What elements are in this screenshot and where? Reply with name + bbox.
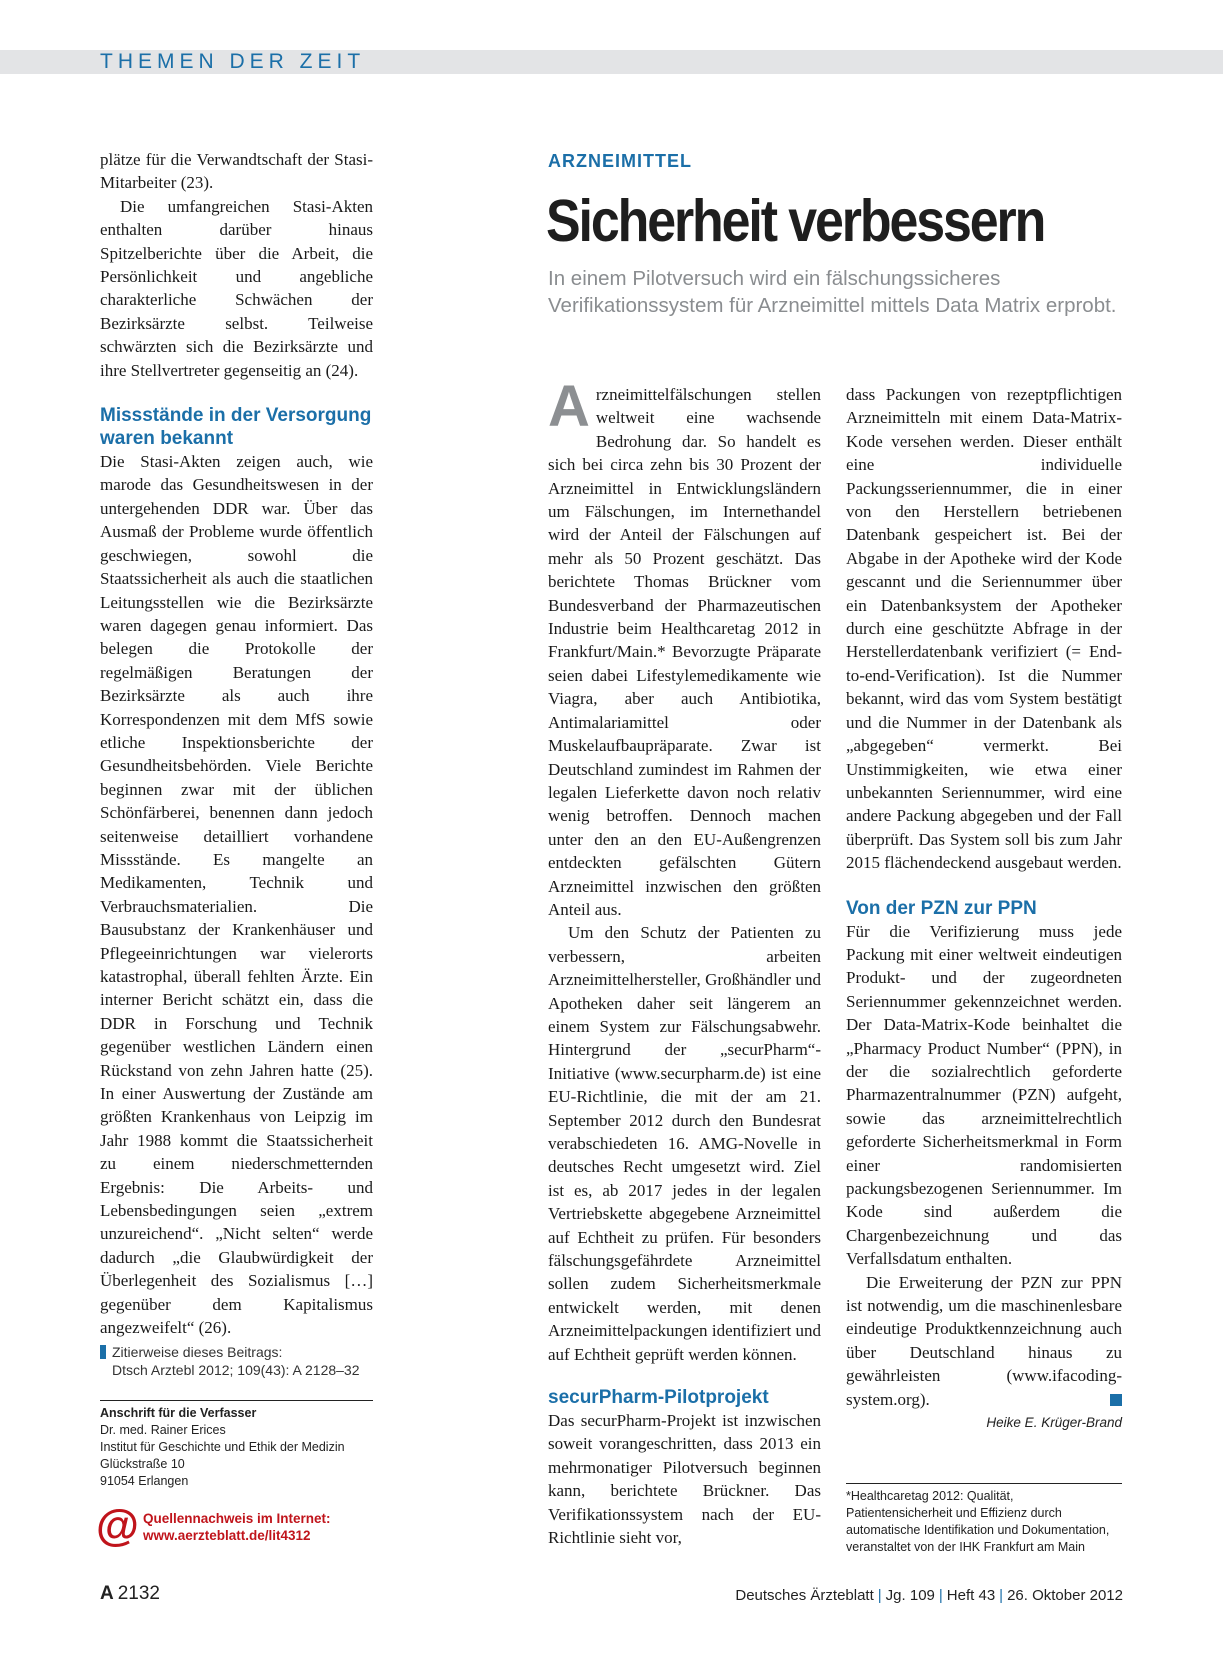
article-author: Heike E. Krüger-Brand — [986, 1415, 1122, 1431]
online-reference-link[interactable]: www.aerzteblatt.de/lit4312 — [143, 1528, 311, 1543]
footer-issue: Heft 43 — [946, 1587, 996, 1604]
article-headline: Sicherheit verbessern — [546, 188, 1045, 254]
end-mark-icon — [1110, 1394, 1122, 1406]
article-footnote: *Healthcaretag 2012: Qualität, Patientensicherheit und Effizienz durch automatische Identifikation und Dokumentation, veranstaltet von der IHK Frankfurt am Main — [846, 1483, 1122, 1556]
article-paragraph-1 — [548, 374, 821, 921]
right-column — [846, 383, 1122, 1430]
citation-block — [100, 1343, 373, 1379]
footer-separator: | — [938, 1587, 943, 1604]
address-line: 91054 Erlangen — [100, 1474, 189, 1488]
article-lead: In einem Pilotversuch wird ein fälschungssicheres Verifikationssystem für Arzneimittel mittels Data Matrix erprobt. — [548, 267, 1117, 317]
left-paragraph-1: plätze für die Verwandtschaft der Stasi-Mitarbeiter (23). — [100, 150, 373, 193]
citation-reference: Dtsch Arztebl 2012; 109(43): A 2128–32 — [112, 1362, 360, 1378]
citation-label: Zitierweise dieses Beitrags: — [112, 1344, 283, 1360]
left-subheading: Missstände in der Versorgung waren bekannt — [100, 405, 372, 450]
article-paragraph-5: Für die Verifizierung muss jede Packung mit einer weltweit eindeutigen Produkt- und der zugeordneten Seriennummer gekennzeichnet werden. Der Data-Matrix-Kode beinhaltet die „Pharmacy Product Number“ (PPN), in der die sozialrechtlich geforderte Pharmazentralnummer (PZN) aufgeht, sowie das arzneimittelrechtlich geforderte Sicherheitsmerkmal in Form einer randomisierten packungsbezogenen Seriennummer. Im Kode sind außerdem die Chargenbezeichnung und das Verfallsdatum enthalten. — [846, 921, 1122, 1269]
article-paragraph-4: dass Packungen von rezeptpflichtigen Arzneimitteln mit einem Data-Matrix-Kode versehen werden. Dieser enthält eine individuelle Packungsseriennummer, die in einer von den Herstellern betriebenen Datenbank gespeichert ist. Bei der Abgabe in der Apotheke wird der Kode gescannt und die Seriennummer über ein Datenbanksystem der Apotheker durch eine geschützte Abfrage in der Herstellerdatenbank verifiziert (= End-to-end-Verification). Ist die Nummer bekannt, wird das vom System bestätigt und die Nummer in der Datenbank als „abgegeben“ vermerkt. Bei Unstimmigkeiten, wie etwa einer unbekannten Seriennummer, wird eine andere Packung abgegeben und der Fall überprüft. Das System soll bis zum Jahr 2015 flächendeckend ausgebaut werden. — [846, 385, 1122, 873]
footer-date: 26. Oktober 2012 — [1007, 1587, 1123, 1604]
page-number — [100, 1583, 160, 1605]
left-column — [100, 148, 373, 1340]
article-paragraph-6 — [846, 1271, 1122, 1411]
article-paragraph-2: Um den Schutz der Patienten zu verbessern, arbeiten Arzneimittelhersteller, Großhändler und Apotheken daher seit längerem an einem System zur Fälschungsabwehr. Hintergrund der „securPharm“-Initiative (www.securpharm.de) ist eine EU-Richtlinie, die mit der am 21. September 2012 durch den Bundesrat verabschiedeten 16. AMG-Novelle in deutsches Recht umgesetzt wird. Ziel ist es, ab 2017 jedes in der legalen Vertriebskette abgegebene Arzneimittel auf Echtheit zu prüfen. Für besonders fälschungsgefährdete Arzneimittel sollen zudem Sicherheitsmerkmale entwickelt werden, mit denen Arzneimittelpackungen identifiziert und auf Echtheit geprüft werden können. — [548, 923, 821, 1364]
section-label: THEMEN DER ZEIT — [100, 50, 366, 73]
footer-separator: | — [999, 1587, 1004, 1604]
footer-journal: Deutsches Ärzteblatt — [735, 1587, 874, 1604]
footer-publication-info — [735, 1587, 1123, 1604]
article-subheading-pzn: Von der PZN zur PPN — [846, 897, 1037, 919]
citation-marker — [100, 1345, 106, 1359]
article-kicker: ARZNEIMITTEL — [548, 151, 692, 171]
drop-cap: A — [548, 374, 590, 439]
footer-volume: Jg. 109 — [885, 1587, 935, 1604]
address-line: Glückstraße 10 — [100, 1457, 185, 1471]
page-number-value: 2132 — [117, 1583, 161, 1604]
article-paragraph-3: Das securPharm-Projekt ist inzwischen soweit vorangeschritten, dass 2013 ein mehrmonatiger Pilotversuch beginnen kann, berichtete Brückner. Das Verifikationssystem nach der EU-Richtlinie sieht vor, — [548, 1411, 821, 1548]
online-reference[interactable] — [96, 1501, 386, 1550]
footer-separator: | — [877, 1587, 882, 1604]
address-line: Dr. med. Rainer Erices — [100, 1423, 226, 1437]
left-paragraph-3: Die Stasi-Akten zeigen auch, wie marode das Gesundheitswesen in der untergehenden DDR war. Über das Ausmaß der Probleme wurde öffentlich geschwiegen, sowohl die Staatssicherheit als auch die staatlichen Leitungsstellen wie die Bezirksärzte waren dagegen genau informiert. Das belegen die Protokolle der regelmäßigen Beratungen der Bezirksärzte als auch ihre Korrespondenzen mit dem MfS sowie etliche Inspektionsberichte der Gesundheitsbehörden. Viele Berichte beginnen zwar mit der üblichen Schönfärberei, benennen dann jedoch seitenweise detailliert vorhandene Missstände. Es mangelte an Medikamenten, Technik und Verbrauchsmaterialien. Die Bausubstanz der Krankenhäuser und Pflegeeinrichtungen war vielerorts katastrophal, überall fehlten Ärzte. Ein interner Bericht schätzt ein, dass die DDR in Forschung und Technik gegenüber westlichen Ländern einen Rückstand von zehn Jahren hatte (25). In einer Auswertung der Zustände am größten Krankenhaus von Leipzig im Jahr 1988 kommt die Staatssicherheit zu einem niederschmetternden Ergebnis: Die Arbeits- und Lebensbedingungen seien „extrem unzureichend“. „Nicht selten“ werde dadurch „die Glaubwürdigkeit der Überlegenheit des Sozialismus […] gegenüber dem Kapitalismus angezweifelt“ (26). — [100, 452, 373, 1338]
at-sign-icon: @ — [96, 1501, 139, 1550]
middle-column — [548, 374, 821, 1550]
page-prefix: A — [100, 1583, 114, 1604]
article-paragraph-1-text: rzneimittelfälschungen stellen weltweit eine wachsende Bedrohung dar. So handelt es sich bei circa zehn bis 30 Prozent der Arzneimittel in Entwicklungsländern um Fälschungen, im Internethandel wird der Anteil der Fälschungen auf mehr als 50 Prozent geschätzt. Das berichtete Thomas Brückner vom Bundesverband der Pharmazeutischen Industrie beim Healthcaretag 2012 in Frankfurt/Main.* Bevorzugte Präparate seien dabei Lifestylemedikamente wie Viagra, aber auch Antibiotika, Antimalariamittel oder Muskelaufbaupräparate. Zwar ist Deutschland zumindest im Rahmen der legalen Lieferkette davon noch relativ wenig betroffen. Dennoch machen unter den an den EU-Außengrenzen entdeckten gefälschten Gütern Arzneimittel inzwischen den größten Anteil aus. — [548, 385, 821, 919]
article-subheading-securpharm: securPharm-Pilotprojekt — [548, 1387, 769, 1409]
left-paragraph-2: Die umfangreichen Stasi-Akten enthalten darüber hinaus Spitzelberichte über die Arbeit, die Persönlichkeit und angebliche charakterliche Schwächen der Bezirksärzte selbst. Teilweise schwärzten sich die Bezirksärzte und ihre Stellvertreter gegenseitig an (24). — [100, 196, 373, 380]
address-title: Anschrift für die Verfasser — [100, 1406, 257, 1420]
address-line: Institut für Geschichte und Ethik der Medizin — [100, 1440, 345, 1454]
author-address — [100, 1400, 373, 1490]
article-paragraph-6-text: Die Erweiterung der PZN zur PPN ist notwendig, um die maschinenlesbare eindeutige Produktkennzeichnung auch über Deutschland hinaus zu gewährleisten (www.ifacoding-system.org). — [846, 1272, 1122, 1409]
online-reference-label: Quellennachweis im Internet: — [143, 1511, 331, 1526]
